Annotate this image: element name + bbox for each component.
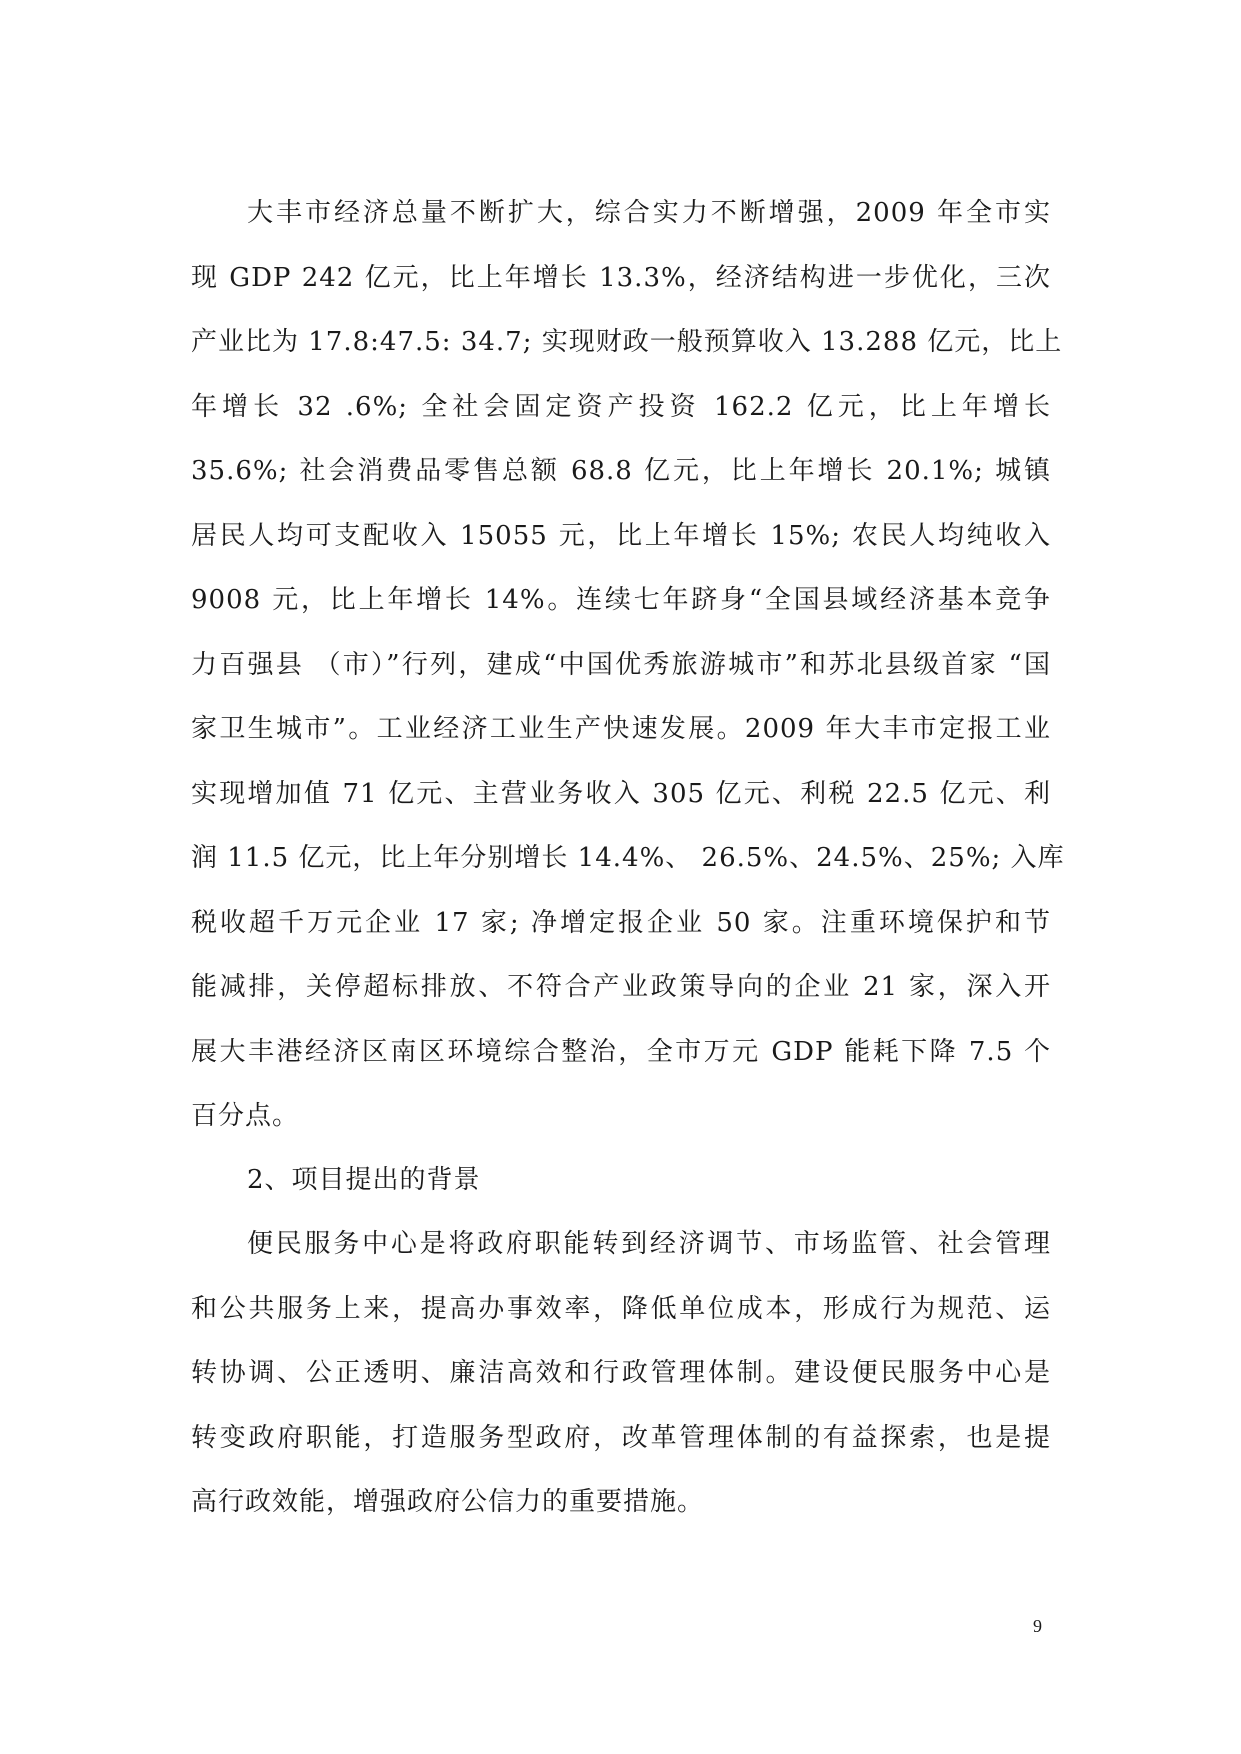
text-line: 转协调、公正透明、廉洁高效和行政管理体制。建设便民服务中心是 <box>191 1358 1051 1388</box>
text-line: 35.6%; 社会消费品零售总额 68.8 亿元，比上年增长 20.1%; 城镇 <box>191 456 1051 486</box>
text-line: 现 GDP 242 亿元，比上年增长 13.3%，经济结构进一步优化，三次 <box>191 262 1051 293</box>
paragraph-background <box>191 1212 1051 1535</box>
text-line: 便民服务中心是将政府职能转到经济调节、市场监管、社会管理 <box>247 1229 1051 1259</box>
text-line: 能减排，关停超标排放、不符合产业政策导向的企业 21 家，深入开 <box>191 972 1051 1002</box>
text-line: 力百强县 （市）”行列，建成“中国优秀旅游城市”和苏北县级首家 “国 <box>191 649 1051 680</box>
page-number: 9 <box>1033 1616 1042 1636</box>
text-line: 9008 元，比上年增长 14%。连续七年跻身“全国县域经济基本竞争 <box>191 585 1051 615</box>
text-line: 润 11.5 亿元，比上年分别增长 14.4%、 26.5%、24.5%、25%; 入库 <box>191 843 1065 873</box>
section-heading <box>191 1148 1051 1213</box>
text-line: 实现增加值 71 亿元、主营业务收入 305 亿元、利税 22.5 亿元、利 <box>191 778 1051 809</box>
text-line: 展大丰港经济区南区环境综合整治，全市万元 GDP 能耗下降 7.5 个 <box>191 1036 1051 1067</box>
text-line: 产业比为 17.8:47.5: 34.7; 实现财政一般预算收入 13.288 亿元，比上 <box>191 327 1063 357</box>
text-line: 家卫生城市”。工业经济工业生产快速发展。2009 年大丰市定报工业 <box>191 714 1051 744</box>
text-line: 大丰市经济总量不断扩大，综合实力不断增强，2009 年全市实 <box>247 198 1051 228</box>
text-line: 高行政效能，增强政府公信力的重要措施。 <box>191 1487 705 1517</box>
text-line: 年增长 32 .6%; 全社会固定资产投资 162.2 亿元，比上年增长 <box>191 391 1051 422</box>
text-line: 税收超千万元企业 17 家; 净增定报企业 50 家。注重环境保护和节 <box>191 907 1051 938</box>
paragraph-economy <box>191 181 1065 1149</box>
heading-text: 2、项目提出的背景 <box>247 1165 481 1195</box>
text-line: 转变政府职能，打造服务型政府，改革管理体制的有益探索，也是提 <box>191 1422 1051 1453</box>
text-line: 百分点。 <box>191 1101 300 1131</box>
text-line: 和公共服务上来，提高办事效率，降低单位成本，形成行为规范、运 <box>191 1293 1051 1324</box>
text-line: 居民人均可支配收入 15055 元，比上年增长 15%; 农民人均纯收入 <box>191 520 1051 551</box>
